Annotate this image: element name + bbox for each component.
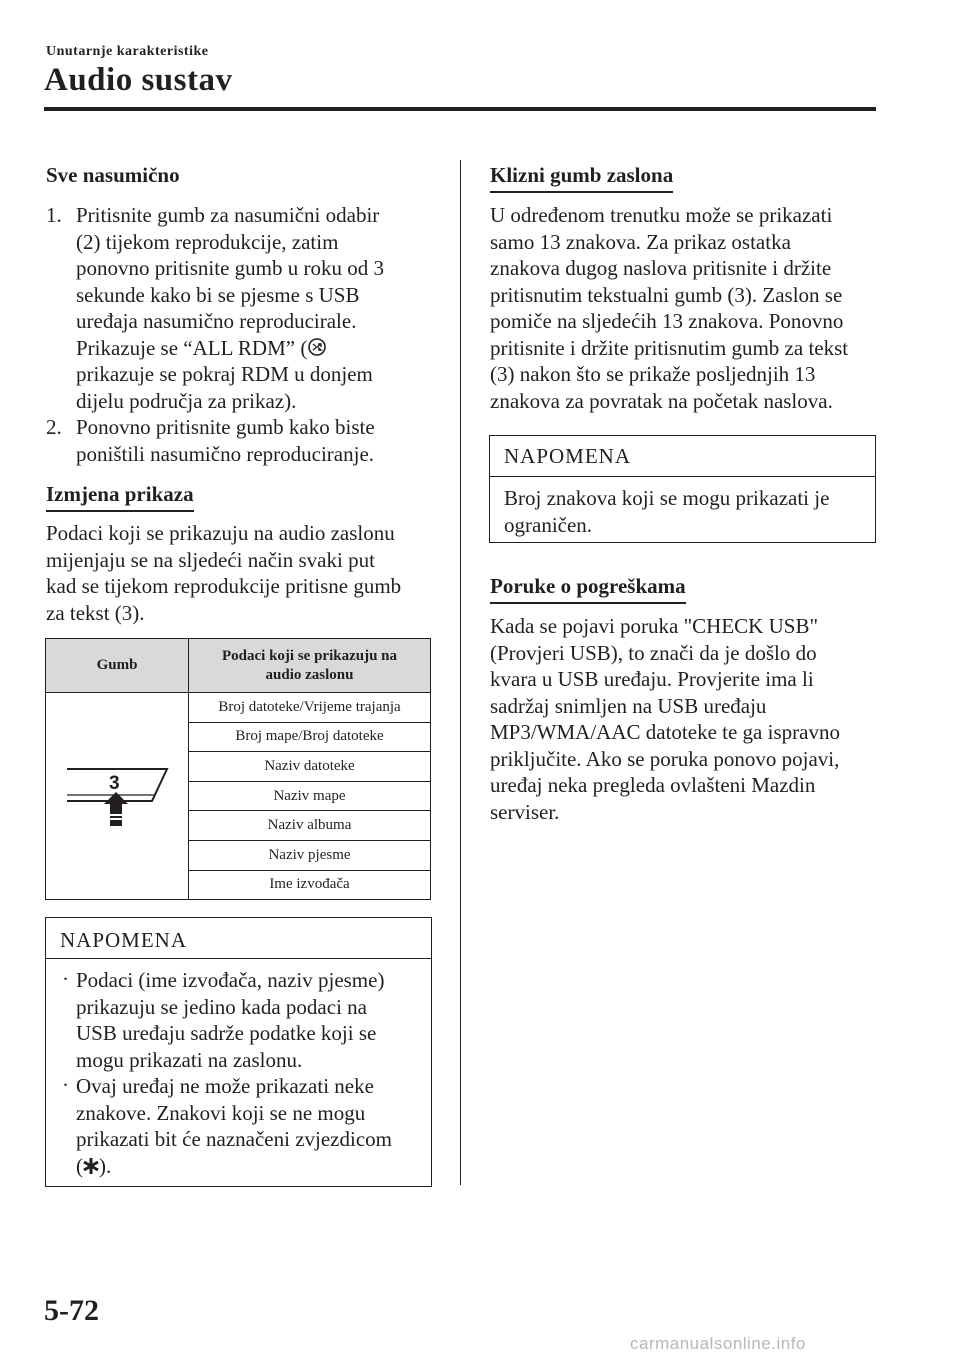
text-line: ponovno pritisnite gumb u roku od 3 — [76, 256, 384, 280]
text-button-3-illustration — [57, 754, 177, 834]
title-divider — [44, 107, 876, 111]
list-number: 1. — [46, 203, 62, 227]
text-line: Pritisnite gumb za nasumični odabir — [76, 203, 380, 227]
text-line: dijelu područja za prikaz). — [76, 388, 297, 413]
text-line: znakova za povratak na početak naslova. — [490, 388, 833, 413]
text-line: (3) nakon što se prikaže posljednjih 13 — [490, 362, 816, 386]
list-item — [46, 414, 426, 467]
text-line: U određenom trenutku može se prikazati — [490, 203, 833, 227]
text-line: Ponovno pritisnite gumb kako biste — [76, 415, 375, 439]
text-line: (Provjeri USB), to znači da je došlo do — [490, 640, 817, 665]
all-random-icon — [307, 337, 327, 357]
text-line: pritisnite i držite pritisnutim gumb za tekst — [490, 335, 849, 360]
scroll-paragraph — [490, 202, 885, 414]
note-box-left — [45, 917, 432, 1187]
errors-paragraph — [490, 613, 885, 825]
table-cell: Naziv mape — [189, 781, 431, 811]
text-line: Broj znakova koji se mogu prikazati je — [504, 486, 830, 510]
text-line-with-icon: Prikazuje se “ALL RDM” ( — [76, 335, 426, 362]
text-line: Ovaj uređaj ne može prikazati neke — [76, 1074, 374, 1098]
note-box-right — [489, 435, 876, 543]
note-bullet — [46, 967, 431, 1073]
table-row — [46, 693, 431, 723]
text-line: USB uređaju sadrže podatke koji se — [76, 1021, 377, 1045]
note-body — [490, 477, 875, 538]
button-illustration-cell — [46, 693, 189, 900]
table-cell: Naziv pjesme — [189, 840, 431, 870]
table-header-data: Podaci koji se prikazuju na audio zaslonu — [189, 639, 431, 693]
text-line: priključite. Ako se poruka ponovo pojavi, — [490, 746, 840, 771]
table-cell: Broj mape/Broj datoteke — [189, 722, 431, 752]
list-item — [46, 202, 426, 414]
text-line: kad se tijekom reprodukcije pritisne gumb — [46, 574, 402, 598]
text-line: poništili nasumično reproduciranje. — [76, 441, 375, 466]
text-line: prikazati bit će naznačeni zvjezdicom — [76, 1127, 392, 1151]
text-line: znakova dugog naslova pritisnite i držite — [490, 256, 832, 280]
text-line: mijenjaju se na sljedeći način svaki put — [46, 547, 375, 572]
table-cell: Ime izvođača — [189, 870, 431, 900]
table-header-row — [46, 639, 431, 693]
table-cell: Naziv albuma — [189, 811, 431, 841]
text-line: za tekst (3). — [46, 600, 145, 625]
table-header-button: Gumb — [46, 639, 189, 693]
text-line: (2) tijekom reprodukcije, zatim — [76, 229, 339, 254]
asterisk-icon — [83, 1157, 99, 1175]
section-label: Unutarnje karakteristike — [46, 44, 209, 59]
text-line: prikazuje se pokraj RDM u donjem — [76, 362, 373, 386]
watermark: carmanualsonline.info — [630, 1334, 806, 1353]
heading-display-change: Izmjena prikaza — [46, 482, 194, 512]
text-line: znakove. Znakovi koji se ne mogu — [76, 1100, 366, 1125]
display-data-table — [45, 638, 431, 900]
page-title: Audio sustav — [44, 62, 233, 98]
button-number-label: 3 — [109, 772, 120, 794]
heading-error-messages: Poruke o pogreškama — [490, 574, 686, 604]
text-line: uređaja nasumično reproducirale. — [76, 309, 357, 333]
text-line-with-icon: ( ). — [76, 1153, 112, 1178]
note-title: NAPOMENA — [490, 436, 875, 477]
text-line: Podaci koji se prikazuju na audio zaslonu — [46, 521, 395, 545]
note-body — [46, 959, 431, 1179]
text-line: prikazuju se jedino kada podaci na — [76, 994, 367, 1019]
text-line: Podaci (ime izvođača, naziv pjesme) — [76, 968, 385, 992]
text-line: ograničen. — [504, 512, 593, 537]
text-line: samo 13 znakova. Za prikaz ostatka — [490, 229, 791, 254]
heading-shuffle-all: Sve nasumično — [46, 163, 180, 187]
text-line: pritisnutim tekstualni gumb (3). Zaslon se — [490, 282, 843, 307]
text-line: sadržaj snimljen na USB uređaju — [490, 693, 767, 718]
text-line: MP3/WMA/AAC datoteke te ga ispravno — [490, 720, 840, 744]
heading-scroll-button: Klizni gumb zaslona — [490, 163, 673, 193]
text-line: serviser. — [490, 799, 560, 824]
bullet-dot: · — [62, 1073, 69, 1097]
list-number: 2. — [46, 415, 62, 439]
table-cell: Naziv datoteke — [189, 752, 431, 782]
display-change-paragraph — [46, 520, 441, 626]
text-line: kvara u USB uređaju. Provjerite ima li — [490, 667, 814, 691]
text-line: uređaj neka pregleda ovlašteni Mazdin — [490, 773, 816, 797]
page-number: 5-72 — [44, 1294, 99, 1327]
note-title: NAPOMENA — [46, 918, 431, 959]
text-line: mogu prikazati na zaslonu. — [76, 1047, 303, 1072]
text-line: sekunde kako bi se pjesme s USB — [76, 282, 360, 307]
text-line: Kada se pojavi poruka "CHECK USB" — [490, 614, 819, 638]
note-bullet — [46, 1073, 431, 1179]
table-cell: Broj datoteke/Vrijeme trajanja — [189, 693, 431, 723]
text-line: pomiče na sljedećih 13 znakova. Ponovno — [490, 309, 844, 333]
bullet-dot: · — [62, 967, 69, 991]
column-divider — [460, 160, 461, 1185]
